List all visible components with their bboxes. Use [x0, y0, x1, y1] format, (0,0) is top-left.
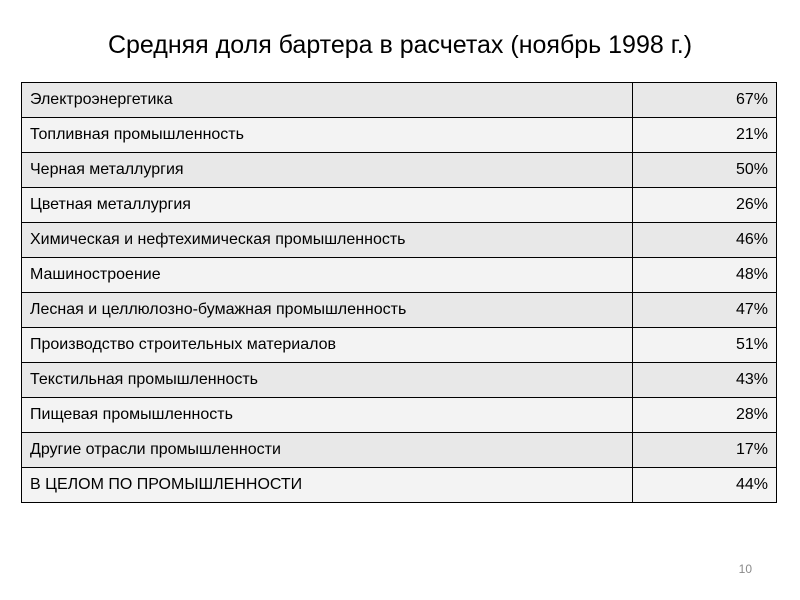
industry-label: Другие отрасли промышленности — [22, 433, 633, 468]
slide-title: Средняя доля бартера в расчетах (ноябрь 1998 г.) — [107, 31, 693, 59]
barter-share-value: 50% — [633, 153, 777, 188]
table-row — [22, 398, 777, 433]
industry-label: Пищевая промышленность — [22, 398, 633, 433]
industry-label: Цветная металлургия — [22, 188, 633, 223]
table-row — [22, 223, 777, 258]
barter-share-value: 51% — [633, 328, 777, 363]
industry-label: Электроэнергетика — [22, 83, 633, 118]
table-row — [22, 328, 777, 363]
barter-share-table — [21, 82, 777, 503]
industry-label: Химическая и нефтехимическая промышленность — [22, 223, 633, 258]
industry-label: Производство строительных материалов — [22, 328, 633, 363]
table-row — [22, 433, 777, 468]
barter-share-value: 48% — [633, 258, 777, 293]
barter-share-value: 21% — [633, 118, 777, 153]
barter-share-value: 26% — [633, 188, 777, 223]
barter-share-value: 46% — [633, 223, 777, 258]
industry-label: Машиностроение — [22, 258, 633, 293]
industry-label: Лесная и целлюлозно-бумажная промышленность — [22, 293, 633, 328]
table-row — [22, 83, 777, 118]
table-row-total — [22, 468, 777, 503]
table-row — [22, 188, 777, 223]
table-row — [22, 153, 777, 188]
barter-share-total-value: 44% — [633, 468, 777, 503]
barter-share-value: 67% — [633, 83, 777, 118]
industry-label: Текстильная промышленность — [22, 363, 633, 398]
page-number: 10 — [738, 562, 752, 576]
barter-share-value: 43% — [633, 363, 777, 398]
industry-total-label: В ЦЕЛОМ ПО ПРОМЫШЛЕННОСТИ — [22, 468, 633, 503]
barter-share-value: 17% — [633, 433, 777, 468]
barter-share-value: 28% — [633, 398, 777, 433]
table-row — [22, 258, 777, 293]
industry-label: Топливная промышленность — [22, 118, 633, 153]
industry-label: Черная металлургия — [22, 153, 633, 188]
table-row — [22, 118, 777, 153]
table-row — [22, 293, 777, 328]
table-row — [22, 363, 777, 398]
barter-share-value: 47% — [633, 293, 777, 328]
